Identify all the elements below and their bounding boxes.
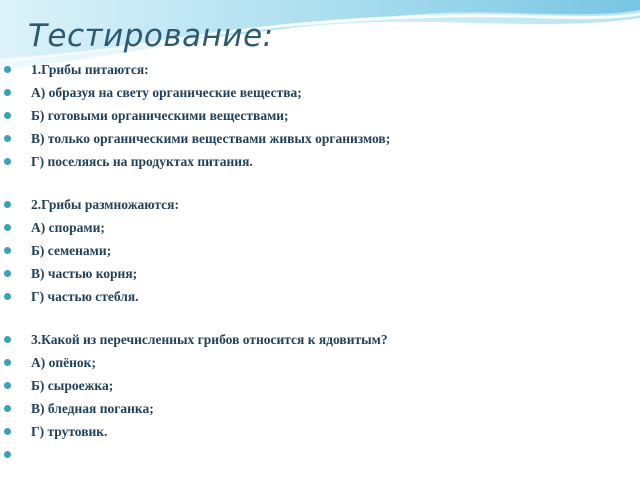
option-label: А) опёнок; — [31, 355, 96, 370]
bullet-icon — [4, 158, 11, 165]
bullet-icon — [4, 382, 11, 389]
question-3-option-a — [0, 351, 640, 374]
slide-title: Тестирование: — [28, 18, 274, 54]
bullet-icon — [4, 224, 11, 231]
spacer — [0, 308, 640, 328]
question-2-text — [0, 193, 640, 216]
bullet-icon — [4, 336, 11, 343]
spacer — [0, 173, 640, 193]
bullet-icon — [4, 428, 11, 435]
question-3-option-b — [0, 374, 640, 397]
option-label: Б) семенами; — [31, 243, 112, 258]
option-label: Б) готовыми органическими веществами; — [31, 108, 289, 123]
bullet-icon — [4, 201, 11, 208]
question-3-option-d — [0, 420, 640, 443]
question-2-option-c — [0, 262, 640, 285]
question-1-option-d — [0, 150, 640, 173]
bullet-icon — [4, 89, 11, 96]
empty-bullet-line — [0, 443, 640, 466]
question-1-option-b — [0, 104, 640, 127]
bullet-icon — [4, 112, 11, 119]
question-2-option-b — [0, 239, 640, 262]
question-3-option-c — [0, 397, 640, 420]
option-label: В) бледная поганка; — [31, 401, 154, 416]
bullet-icon — [4, 451, 11, 458]
question-1-option-c — [0, 127, 640, 150]
question-2-option-a — [0, 216, 640, 239]
option-label: В) частью корня; — [31, 266, 138, 281]
question-3-text — [0, 328, 640, 351]
bullet-icon — [4, 135, 11, 142]
question-2-label: 2.Грибы размножаются: — [31, 197, 179, 212]
question-1-text — [0, 58, 640, 81]
question-3-label: 3.Какой из перечисленных грибов относится к ядовитым? — [31, 332, 388, 347]
option-label: А) образуя на свету органические вещества; — [31, 85, 302, 100]
bullet-icon — [4, 247, 11, 254]
bullet-icon — [4, 293, 11, 300]
question-2-option-d — [0, 285, 640, 308]
question-1-label: 1.Грибы питаются: — [31, 62, 149, 77]
quiz-content — [0, 58, 640, 466]
question-1-option-a — [0, 81, 640, 104]
option-label: Г) частью стебля. — [31, 289, 139, 304]
option-label: А) спорами; — [31, 220, 105, 235]
bullet-icon — [4, 405, 11, 412]
option-label: Б) сыроежка; — [31, 378, 114, 393]
bullet-icon — [4, 359, 11, 366]
bullet-icon — [4, 270, 11, 277]
option-label: В) только органическими веществами живых организмов; — [31, 131, 391, 146]
bullet-icon — [4, 66, 11, 73]
option-label: Г) поселяясь на продуктах питания. — [31, 154, 253, 169]
option-label: Г) трутовик. — [31, 424, 108, 439]
